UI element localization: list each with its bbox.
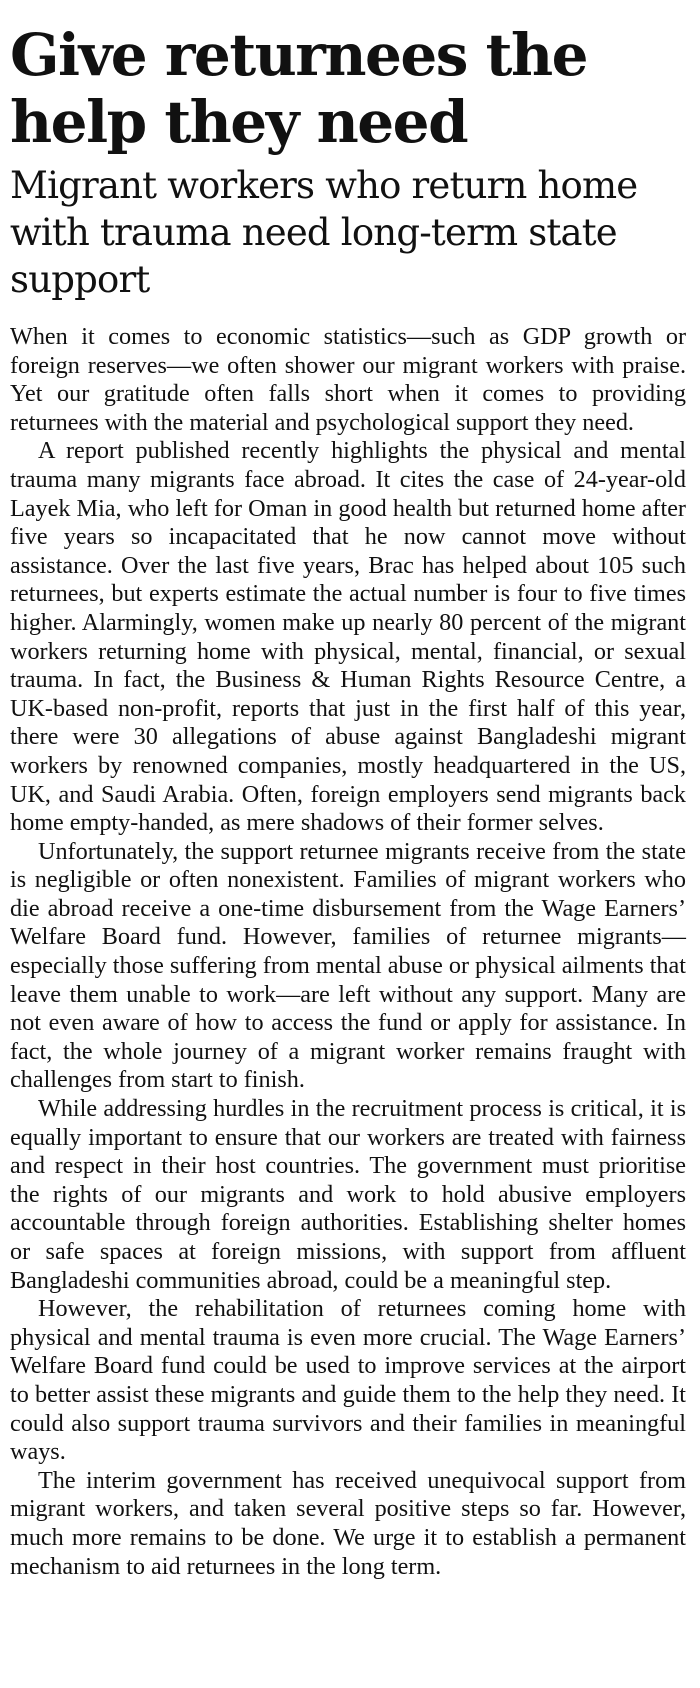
paragraph: Unfortunately, the support returnee migrants receive from the state is negligible or often nonexistent. Families of migrant workers who die abroad receive a one-time disbursement from the Wage Earners’ Welfare Board fund. However, families of returnee migrants—especially those suffering from mental abuse or physical ailments that leave them unable to work—are left without any support. Many are not even aware of how to access the fund or apply for assistance. In fact, the whole journey of a migrant worker remains fraught with challenges from start to finish. — [10, 837, 686, 1094]
subheadline: Migrant workers who return home with trauma need long-term state support — [10, 164, 638, 301]
paragraph: A report published recently highlights the physical and mental trauma many migrants face abroad. It cites the case of 24-year-old Layek Mia, who left for Oman in good health but returned home after five years so incapacitated that he now cannot move without assistance. Over the last five years, Brac has helped about 105 such returnees, but experts estimate the actual number is four to five times higher. Alarmingly, women make up nearly 80 percent of the migrant workers returning home with physical, mental, financial, or sexual trauma. In fact, the Business & Human Rights Resource Centre, a UK-based non-profit, reports that just in the first half of this year, there were 30 allegations of abuse against Bangladeshi migrant workers by renowned companies, mostly headquartered in the US, UK, and Saudi Arabia. Often, foreign employers send migrants back home empty-handed, as mere shadows of their former selves. — [10, 437, 686, 837]
paragraph: While addressing hurdles in the recruitment process is critical, it is equally important to ensure that our workers are treated with fairness and respect in their host countries. The government must prioritise the rights of our migrants and work to hold abusive employers accountable through foreign authorities. Establishing shelter homes or safe spaces at foreign missions, with support from affluent Bangladeshi communities abroad, could be a meaningful step. — [10, 1095, 686, 1294]
paragraph: The interim government has received unequivocal support from migrant workers, and taken several positive steps so far. However, much more remains to be done. We urge it to establish a permanent mechanism to aid returnees in the long term. — [10, 1466, 686, 1580]
paragraph: However, the rehabilitation of returnees coming home with physical and mental trauma is even more crucial. The Wage Earners’ Welfare Board fund could be used to improve services at the airport to better assist these migrants and guide them to the help they need. It could also support trauma survivors and their families in meaningful ways. — [10, 1295, 686, 1466]
paragraph: When it comes to economic statistics—such as GDP growth or foreign reserves—we often shower our migrant workers with praise. Yet our gratitude often falls short when it comes to providing returnees with the material and psychological support they need. — [10, 323, 686, 436]
article-body — [10, 323, 686, 1581]
headline: Give returnees the help they need — [10, 21, 588, 156]
